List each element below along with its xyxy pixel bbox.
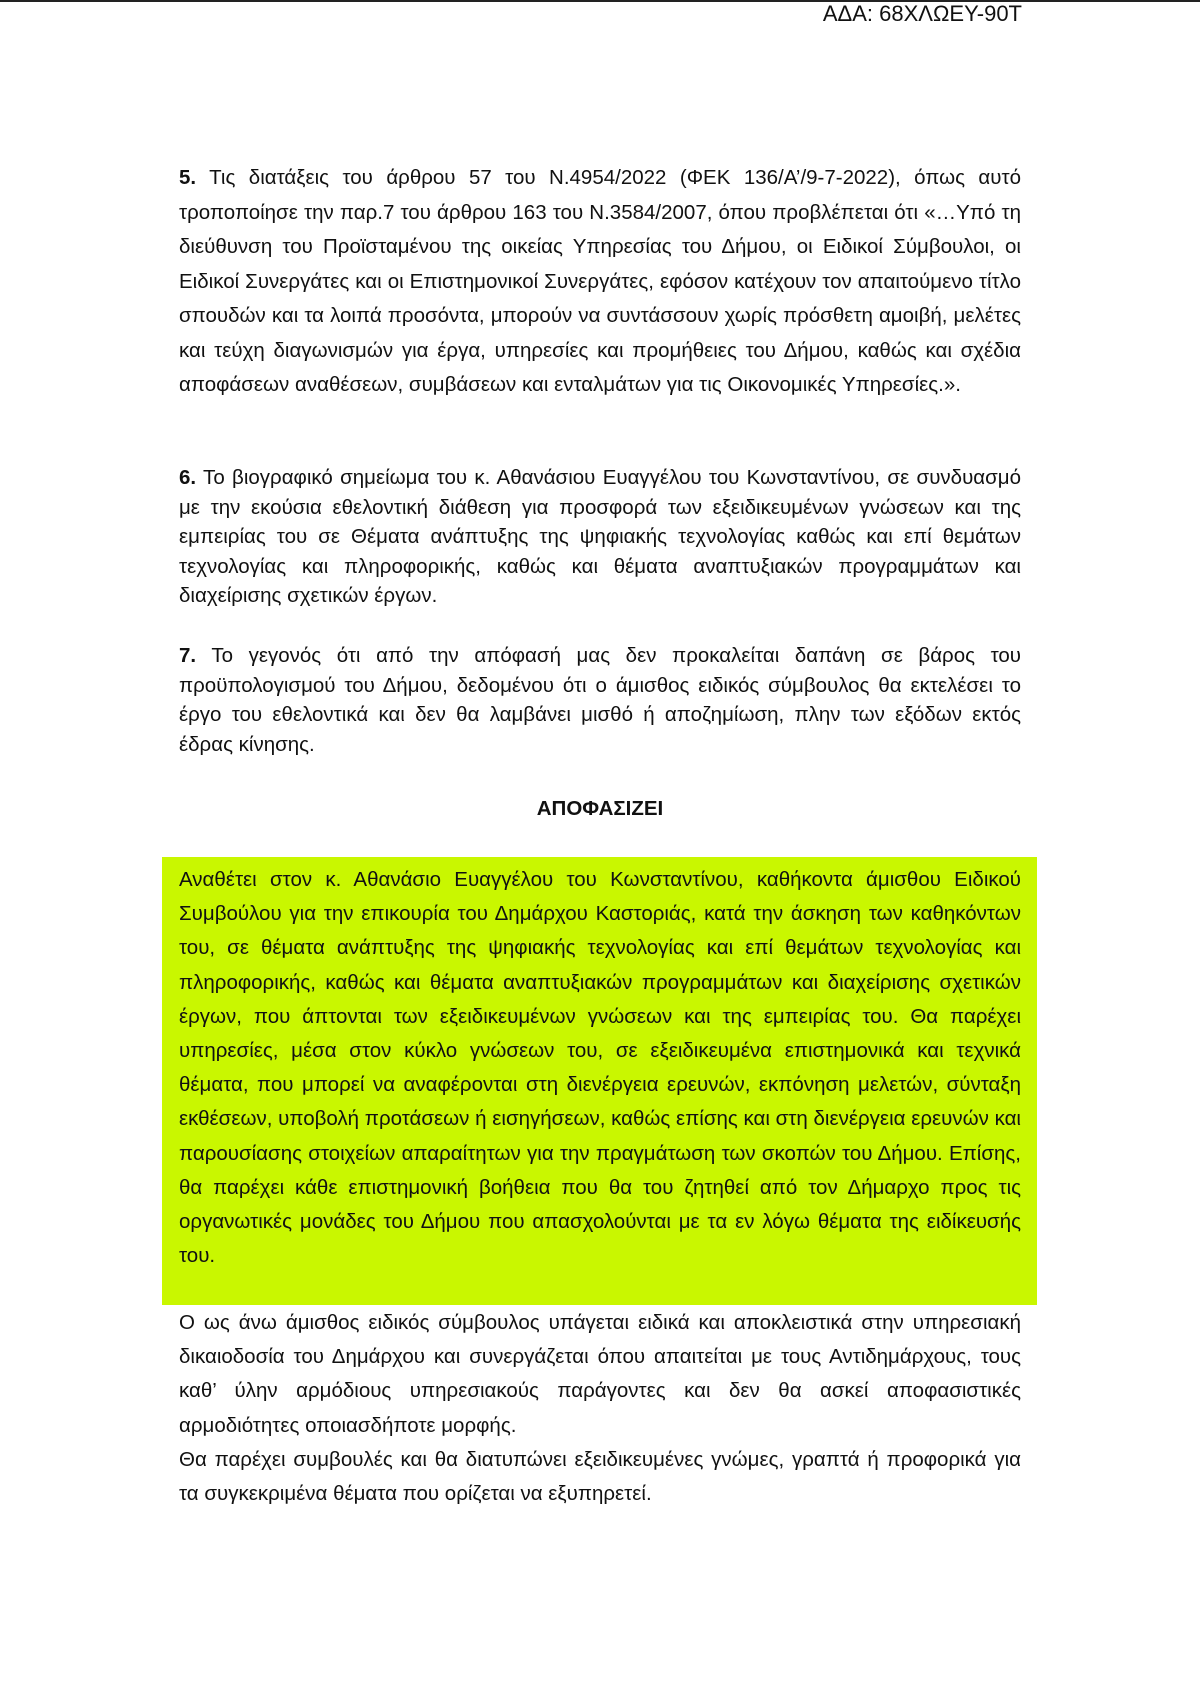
- decision-heading: ΑΠΟΦΑΣΙΖΕΙ: [536, 797, 664, 820]
- decision-paragraph-3: Θα παρέχει συμβουλές και θα διατυπώνει εξειδικευμένες γνώμες, γραπτά ή προφορικά για τα συγκεκριμένα θέματα που ορίζεται να εξυπηρετεί.: [179, 1447, 1021, 1506]
- decision-text: Αναθέτει στον κ. Αθανάσιο Ευαγγέλου του Κωνσταντίνου, καθήκοντα άμισθου Ειδικού Συμβούλου για την επικουρία του Δημάρχου Καστοριάς, κατά την άσκηση των καθηκόντων του, σε θέματα ανάπτυξης της ψηφιακής τεχνολογίας και επί θεμάτων τεχνολογίας και πληροφορικής, καθώς και θέματα αναπτυξιακών προγραμμάτων και διαχείρισης σχετικών έργων, που άπτονται των εξειδικευμένων γνώσεων και της εμπειρίας του. Θα παρέχει υπηρεσίες, μέσα στον κύκλο γνώσεων του, σε εξειδικευμένα επιστημονικά και τεχνικά θέματα, που μπορεί να αναφέρονται στη διενέργεια ερευνών, εκπόνηση μελετών, σύνταξη εκθέσεων, υποβολή προτάσεων ή εισηγήσεων, καθώς επίσης και στη διενέργεια ερευνών και παρουσίασης στοιχείων απαραίτητων για την πραγμάτωση των σκοπών του Δήμου. Επίσης, θα παρέχει κάθε επιστημονική βοήθεια που θα του ζητηθεί από τον Δήμαρχο προς τις οργανωτικές μονάδες του Δήμου που απασχολούνται με τα εν λόγω θέματα της ειδίκευσής του.: [179, 868, 1021, 1268]
- decision-highlighted-paragraph: [179, 863, 1021, 1273]
- decision-paragraph-2: Ο ως άνω άμισθος ειδικός σύμβουλος υπάγεται ειδικά και αποκλειστικά στην υπηρεσιακή δικαιοδοσία του Δημάρχου και συνεργάζεται όπου απαιτείται με τους Αντιδημάρχους, τους καθ’ ύλην αρμόδιους υπηρεσιακούς παράγοντες και δεν θα ασκεί αποφασιστικές αρμοδιότητες οποιασδήποτε μορφής.: [179, 1311, 1021, 1437]
- consideration-number: 7.: [179, 644, 197, 667]
- consideration-number: 6.: [179, 466, 197, 489]
- consideration-6: [179, 463, 1021, 611]
- consideration-text: Τις διατάξεις του άρθρου 57 του Ν.4954/2022 (ΦΕΚ 136/Α’/9-7-2022), όπως αυτό τροποποίησε την παρ.7 του άρθρου 163 του Ν.3584/2007, όπου προβλέπεται ότι «…Υπό τη διεύθυνση του Προϊσταμένου της οικείας Υπηρεσίας του Δήμου, οι Ειδικοί Σύμβουλοι, οι Ειδικοί Συνεργάτες και οι Επιστημονικοί Συνεργάτες, εφόσον κατέχουν τον απαιτούμενο τίτλο σπουδών και τα λοιπά προσόντα, μπορούν να συντάσσουν χωρίς πρόσθετη αμοιβή, μελέτες και τεύχη διαγωνισμών για έργα, υπηρεσίες και προμήθειες του Δήμου, καθώς και σχέδια αποφάσεων αναθέσεων, συμβάσεων και ενταλμάτων για τις Οικονομικές Υπηρεσίες.».: [179, 166, 1021, 396]
- ada-code: ΑΔΑ: 68ΧΛΩΕΥ-90Τ: [822, 1, 1022, 26]
- consideration-7: [179, 641, 1021, 759]
- consideration-5: [179, 161, 1021, 403]
- consideration-text: Το γεγονός ότι από την απόφασή μας δεν προκαλείται δαπάνη σε βάρος του προϋπολογισμού του Δήμου, δεδομένου ότι ο άμισθος ειδικός σύμβουλος θα εκτελέσει το έργο του εθελοντικά και δεν θα λαμβάνει μισθό ή αποζημίωση, πλην των εξόδων εκτός έδρας κίνησης.: [179, 644, 1021, 756]
- decision-remaining-text: [179, 1306, 1021, 1511]
- consideration-number: 5.: [179, 166, 197, 189]
- consideration-text: Το βιογραφικό σημείωμα του κ. Αθανάσιου Ευαγγέλου του Κωνσταντίνου, σε συνδυασμό με την εκούσια εθελοντική διάθεση για προσφορά των εξειδικευμένων γνώσεων και της εμπειρίας του σε Θέματα ανάπτυξης της ψηφιακής τεχνολογίας καθώς και επί θεμάτων τεχνολογίας και πληροφορικής, καθώς και θέματα αναπτυξιακών προγραμμάτων και διαχείρισης σχετικών έργων.: [179, 466, 1021, 608]
